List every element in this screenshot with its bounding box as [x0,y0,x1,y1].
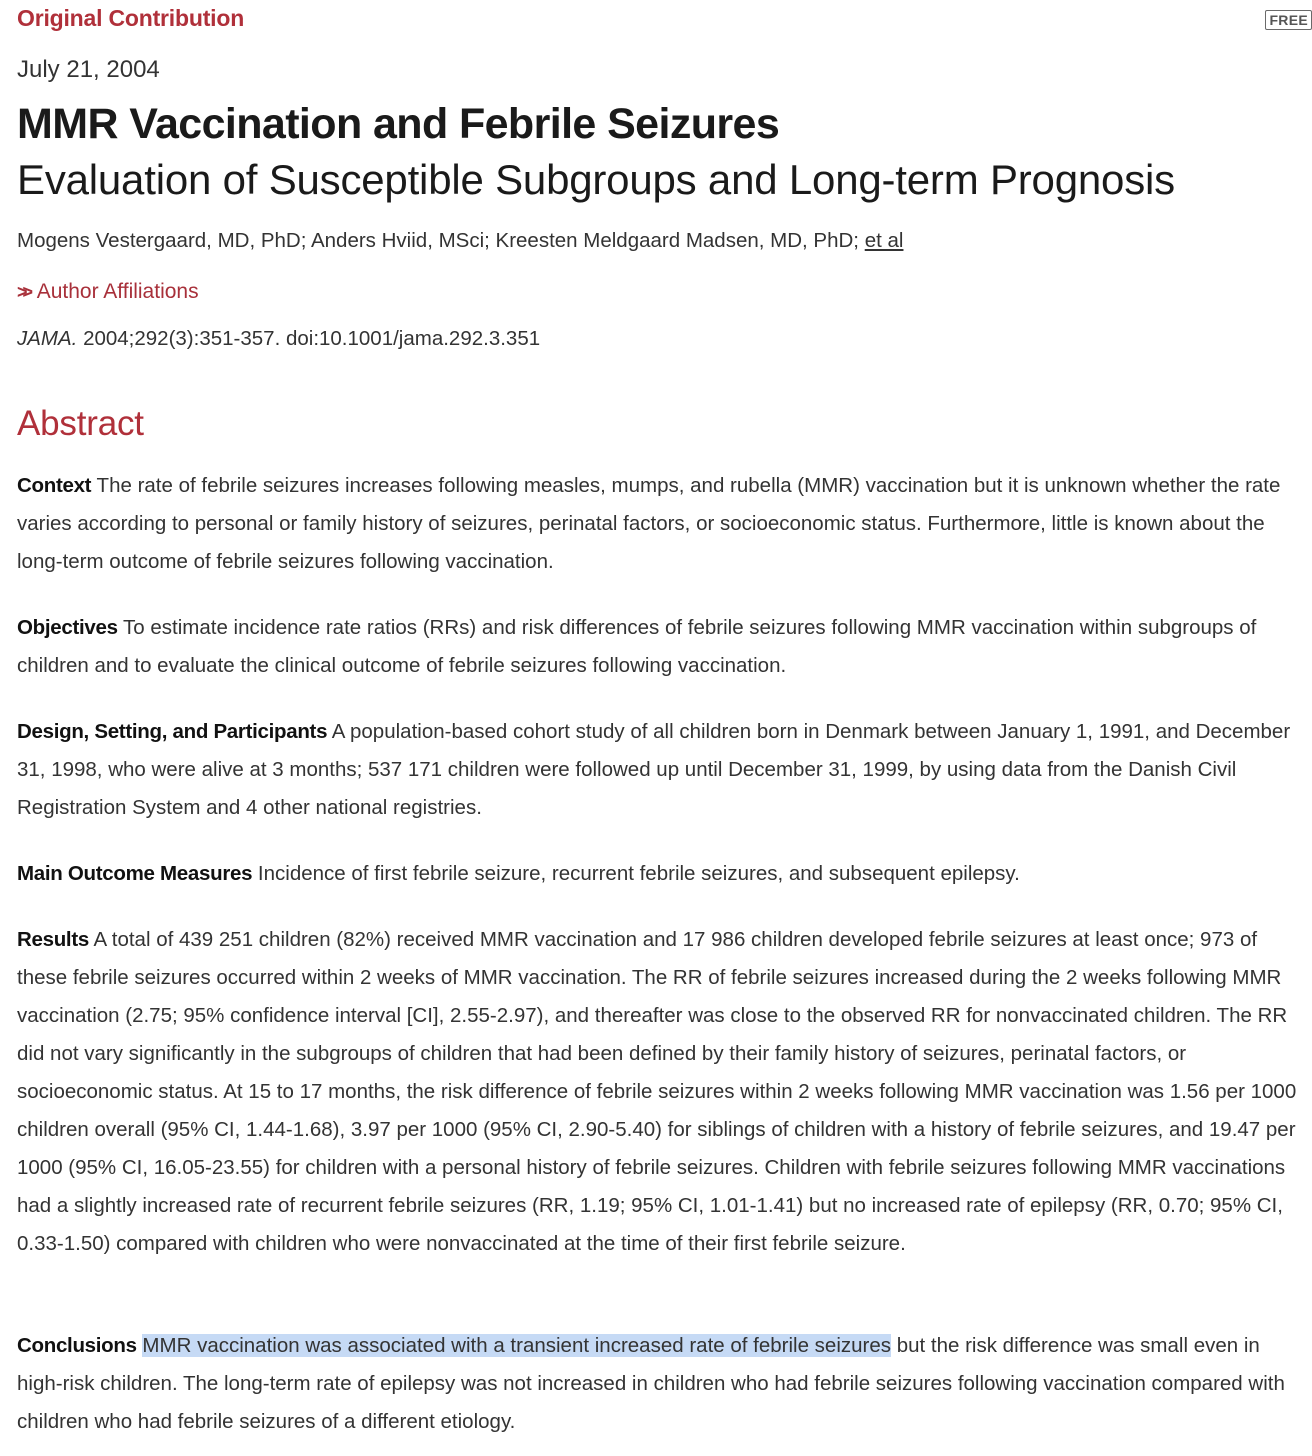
design-label: Design, Setting, and Participants [17,720,328,743]
author-names: Mogens Vestergaard, MD, PhD; Anders Hviid, MSci; Kreesten Meldgaard Madsen, MD, PhD; [17,229,860,252]
article-subtitle: Evaluation of Susceptible Subgroups and Long-term Prognosis [17,156,1175,203]
abstract-heading: Abstract [17,404,144,443]
design-text: A population-based cohort study of all children born in Denmark between January 1, 1991, and December 31, 1998, who were alive at 3 months; 537 171 children were followed up until December 31, 1999, by using data from the Danish Civil Registration System and 4 other national registries. [17,720,1291,819]
conclusions-label: Conclusions [17,1334,137,1357]
author-affiliations-label: Author Affiliations [36,280,199,303]
objectives-text: To estimate incidence rate ratios (RRs) and risk differences of febrile seizures following MMR vaccination within subgroups of children and to evaluate the clinical outcome of febrile seizures following vaccination. [17,616,1257,677]
journal-name: JAMA. [17,327,78,350]
citation-details: 2004;292(3):351-357. doi:10.1001/jama.292.3.351 [83,327,541,350]
results-text: A total of 439 251 children (82%) received MMR vaccination and 17 986 children developed febrile seizures at least once; 973 of these febrile seizures occurred within 2 weeks of MMR vaccination. The RR of febrile seizures increased during the 2 weeks following MMR vaccination (2.75; 95% confidence interval [CI], 2.55-2.97), and thereafter was close to the observed RR for nonvaccinated children. The RR did not vary significantly in the subgroups of children that had been defined by their family history of seizures, perinatal factors, or socioeconomic status. At 15 to 17 months, the risk difference of febrile seizures within 2 weeks following MMR vaccination was 1.56 per 1000 children overall (95% CI, 1.44-1.68), 3.97 per 1000 (95% CI, 2.90-5.40) for siblings of children with a history of febrile seizures, and 19.47 per 1000 (95% CI, 16.05-23.55) for children with a personal history of febrile seizures. Children with febrile seizures following MMR vaccinations had a slightly increased rate of recurrent febrile seizures (RR, 1.19; 95% CI, 1.01-1.41) but no increased rate of epilepsy (RR, 0.70; 95% CI, 0.33-1.50) compared with children who were nonvaccinated at the time of their first febrile seizure. [17,928,1297,1255]
free-badge: FREE [1265,10,1312,30]
abstract-context [17,467,1299,581]
abstract-design [17,713,1299,827]
context-text: The rate of febrile seizures increases following measles, mumps, and rubella (MMR) vaccination but it is unknown whether the rate varies according to personal or family history of seizures, perinatal factors, or socioeconomic status. Furthermore, little is known about the long-term outcome of febrile seizures following vaccination. [17,474,1281,573]
abstract-results [17,921,1299,1263]
publication-date: July 21, 2004 [17,56,160,83]
results-label: Results [17,928,89,951]
author-list [17,229,903,253]
author-affiliations-toggle[interactable] [17,280,199,304]
context-label: Context [17,474,92,497]
abstract-objectives [17,609,1299,685]
article-title: MMR Vaccination and Febrile Seizures [17,100,780,148]
objectives-label: Objectives [17,616,118,639]
section-label: Original Contribution [17,5,245,31]
highlighted-text-selection[interactable]: MMR vaccination was associated with a transient increased rate of febrile seizures [142,1334,892,1357]
et-al-link[interactable]: et al [864,229,904,252]
abstract-outcome-measures [17,855,1299,893]
abstract-conclusions [17,1327,1299,1441]
conclusions-text: but the risk difference was small even in high-risk children. The long-term rate of epilepsy was not increased in children who had febrile seizures following vaccination compared with children who had febrile seizures of a different etiology. [17,1334,1285,1433]
outcome-text: Incidence of first febrile seizure, recurrent febrile seizures, and subsequent epilepsy. [257,862,1020,885]
citation [17,327,540,351]
double-chevron-right-icon: >> [17,282,29,302]
outcome-label: Main Outcome Measures [17,862,253,885]
